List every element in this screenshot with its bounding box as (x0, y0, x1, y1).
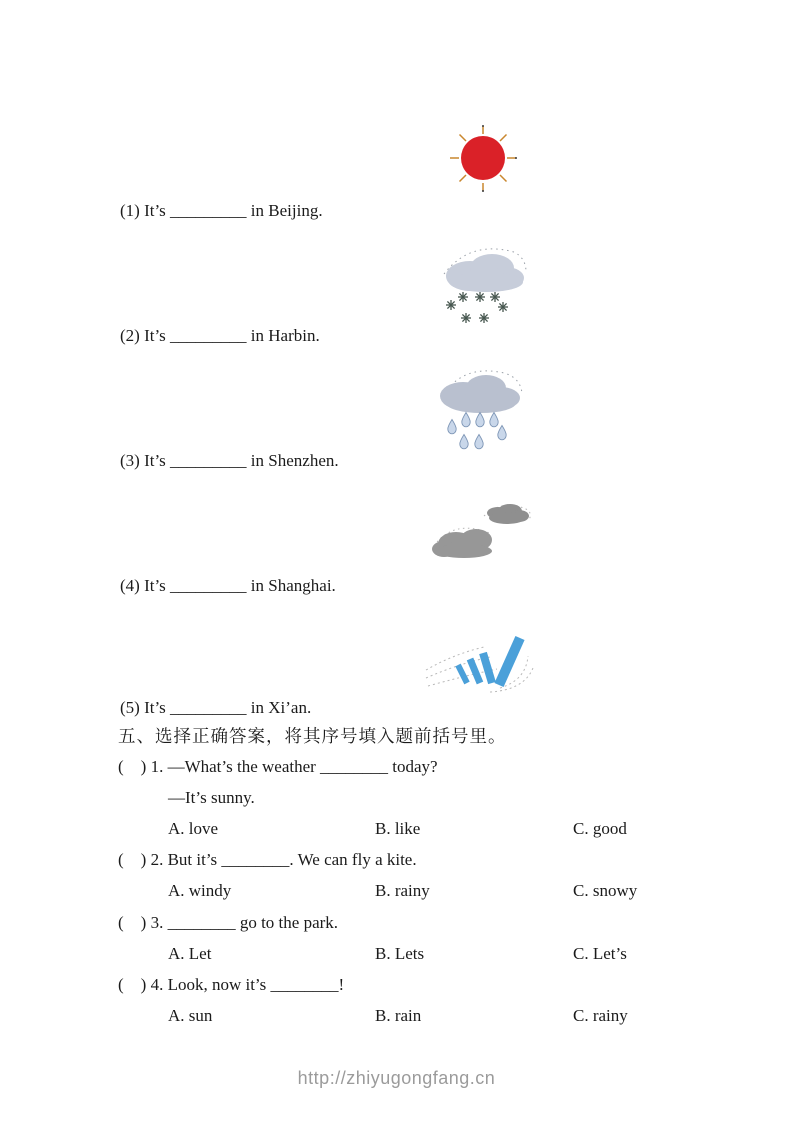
fill-question-line-1: (1) It’s _________ in Beijing. (120, 201, 323, 220)
fill-question-line-5: (5) It’s _________ in Xi’an. (120, 698, 312, 717)
section-header: 五、选择正确答案，将其序号填入题前括号里。 (118, 726, 507, 746)
sunny-icon (442, 125, 522, 195)
footer-url: http://zhiyugongfang.cn (297, 1068, 496, 1088)
mc-option-4b: B. rain (375, 1006, 422, 1025)
windy-icon (424, 626, 536, 696)
mc-option-1c: C. good (573, 819, 627, 838)
mc-question-4: ( ) 4. Look, now it’s ________! (118, 975, 345, 994)
snowy-icon (430, 240, 542, 335)
mc-option-2c: C. snowy (573, 881, 638, 900)
fill-question-line-2: (2) It’s _________ in Harbin. (120, 326, 320, 345)
mc-option-1a: A. love (168, 819, 219, 838)
fill-question-line-3: (3) It’s _________ in Shenzhen. (120, 451, 339, 470)
mc-option-3b: B. Lets (375, 944, 425, 963)
mc-option-2b: B. rainy (375, 881, 430, 900)
mc-options-row-3 (0, 944, 793, 964)
fill-question-line-4: (4) It’s _________ in Shanghai. (120, 576, 336, 595)
mc-option-3c: C. Let’s (573, 944, 627, 963)
cloudy-icon (426, 496, 541, 568)
mc-option-4a: A. sun (168, 1006, 213, 1025)
mc-options-row-4 (0, 1006, 793, 1026)
mc-options-row-2 (0, 881, 793, 901)
mc-option-2a: A. windy (168, 881, 232, 900)
mc-question-1-answer-line: —It’s sunny. (168, 788, 255, 807)
mc-option-1b: B. like (375, 819, 421, 838)
mc-question-1: ( ) 1. —What’s the weather ________ today? (118, 757, 438, 776)
mc-option-4c: C. rainy (573, 1006, 628, 1025)
mc-options-row-1 (0, 819, 793, 839)
rainy-icon (430, 362, 540, 452)
mc-question-3: ( ) 3. ________ go to the park. (118, 913, 339, 932)
mc-question-2: ( ) 2. But it’s ________. We can fly a kite. (118, 850, 417, 869)
mc-option-3a: A. Let (168, 944, 212, 963)
